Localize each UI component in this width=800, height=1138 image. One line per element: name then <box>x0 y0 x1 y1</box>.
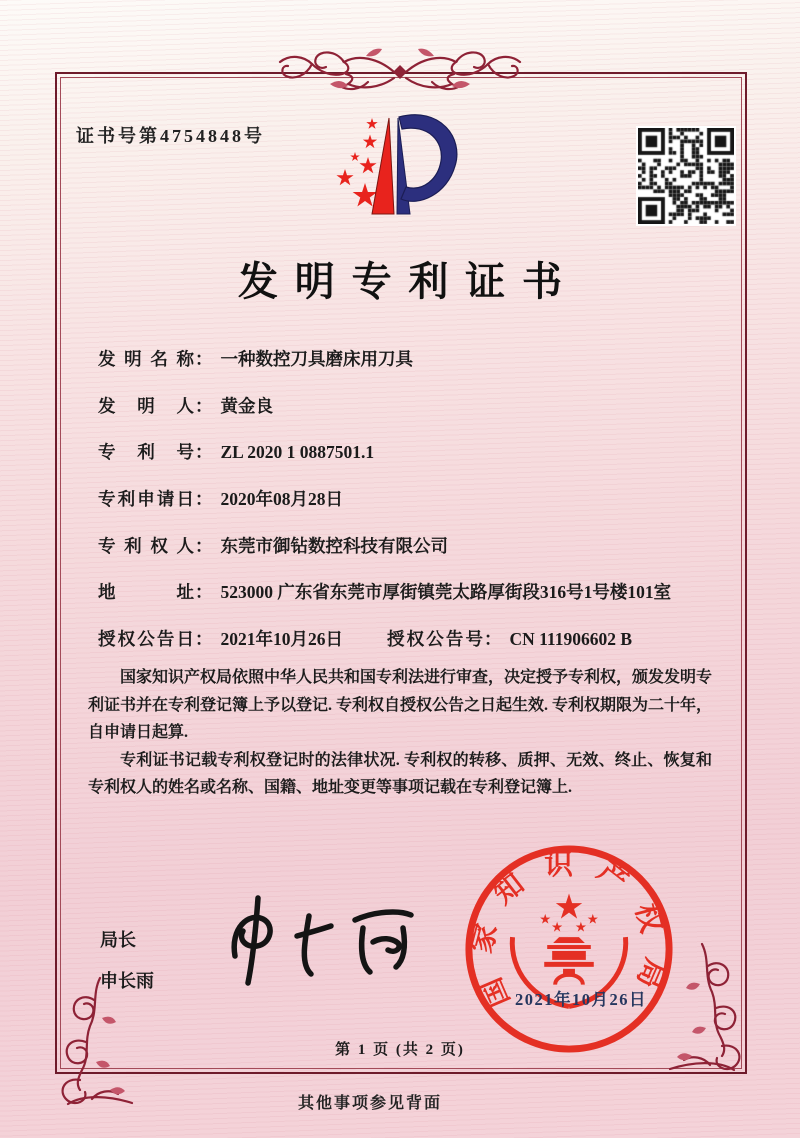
colon: ： <box>195 395 213 416</box>
field-value-patent-number: ZL 2020 1 0887501.1 <box>220 442 375 463</box>
field-label: 专利申请日 <box>98 488 194 509</box>
field-value-inventor: 黄金良 <box>220 395 273 416</box>
field-label: 授权公告号 <box>387 628 483 649</box>
cnipa-logo <box>322 100 478 234</box>
commissioner-name: 申长雨 <box>100 971 154 992</box>
field-row-filing-date <box>98 488 716 512</box>
paragraph-2: 专利证书记载专利权登记时的法律状况. 专利权的转移、质押、无效、终止、恢复和专利权人的姓名或名称、国籍、地址变更等事项记载在专利登记簿上. <box>88 751 712 797</box>
field-row-patentee <box>98 535 716 559</box>
field-label: 授权公告日 <box>98 628 194 649</box>
field-value-grant-date: 2021年10月26日 <box>220 628 343 649</box>
certificate-number: 证书号第4754848号 <box>76 126 265 146</box>
field-label: 地址 <box>98 582 194 603</box>
field-value-filing-date: 2020年08月28日 <box>220 488 343 509</box>
top-flourish-ornament <box>272 40 528 102</box>
colon: ： <box>195 349 213 369</box>
field-row-invention-name <box>98 348 716 372</box>
page-title: 发明专利证书 <box>237 259 579 304</box>
qr-code <box>636 126 736 226</box>
field-label: 发明人 <box>98 395 194 416</box>
field-value-invention-name: 一种数控刀具磨床用刀具 <box>220 349 413 369</box>
colon: ： <box>195 488 213 509</box>
legal-text <box>88 664 712 802</box>
colon: ： <box>195 582 213 603</box>
field-row-patent-number <box>98 441 716 465</box>
field-row-grant <box>98 628 716 652</box>
field-row-address <box>98 581 716 605</box>
seal-date: 2021年10月26日 <box>515 990 647 1009</box>
field-label: 专利号 <box>98 442 194 463</box>
colon: ： <box>195 442 213 463</box>
bottom-left-flourish-ornament <box>40 972 144 1122</box>
page-number: 第 1 页 (共 2 页) <box>335 1042 465 1058</box>
field-value-patentee: 东莞市御钻数控科技有限公司 <box>220 535 448 556</box>
field-label: 专利权人 <box>98 535 194 556</box>
field-value-grant-number: CN 111906602 B <box>509 628 633 649</box>
bottom-right-flourish-ornament <box>658 938 762 1088</box>
field-label: 发明名称 <box>98 349 194 369</box>
seal-text: 国家知识产权局 <box>465 849 673 1012</box>
field-list <box>98 348 716 674</box>
colon: ： <box>484 628 502 649</box>
field-row-inventor <box>98 395 716 419</box>
official-seal <box>460 840 678 1058</box>
colon: ： <box>195 535 213 556</box>
commissioner-title: 局长 <box>100 930 136 950</box>
back-note: 其他事项参见背面 <box>297 1095 442 1112</box>
colon: ： <box>195 628 213 649</box>
field-value-address: 523000 广东省东莞市厚街镇莞太路厚街段316号1号楼101室 <box>220 582 672 603</box>
paragraph-1: 国家知识产权局依照中华人民共和国专利法进行审查，决定授予专利权，颁发发明专利证书并在专利登记簿上予以登记. 专利权自授权公告之日起生效. 专利权期限为二十年，自申请日起算. <box>88 669 713 742</box>
signature <box>205 886 437 992</box>
